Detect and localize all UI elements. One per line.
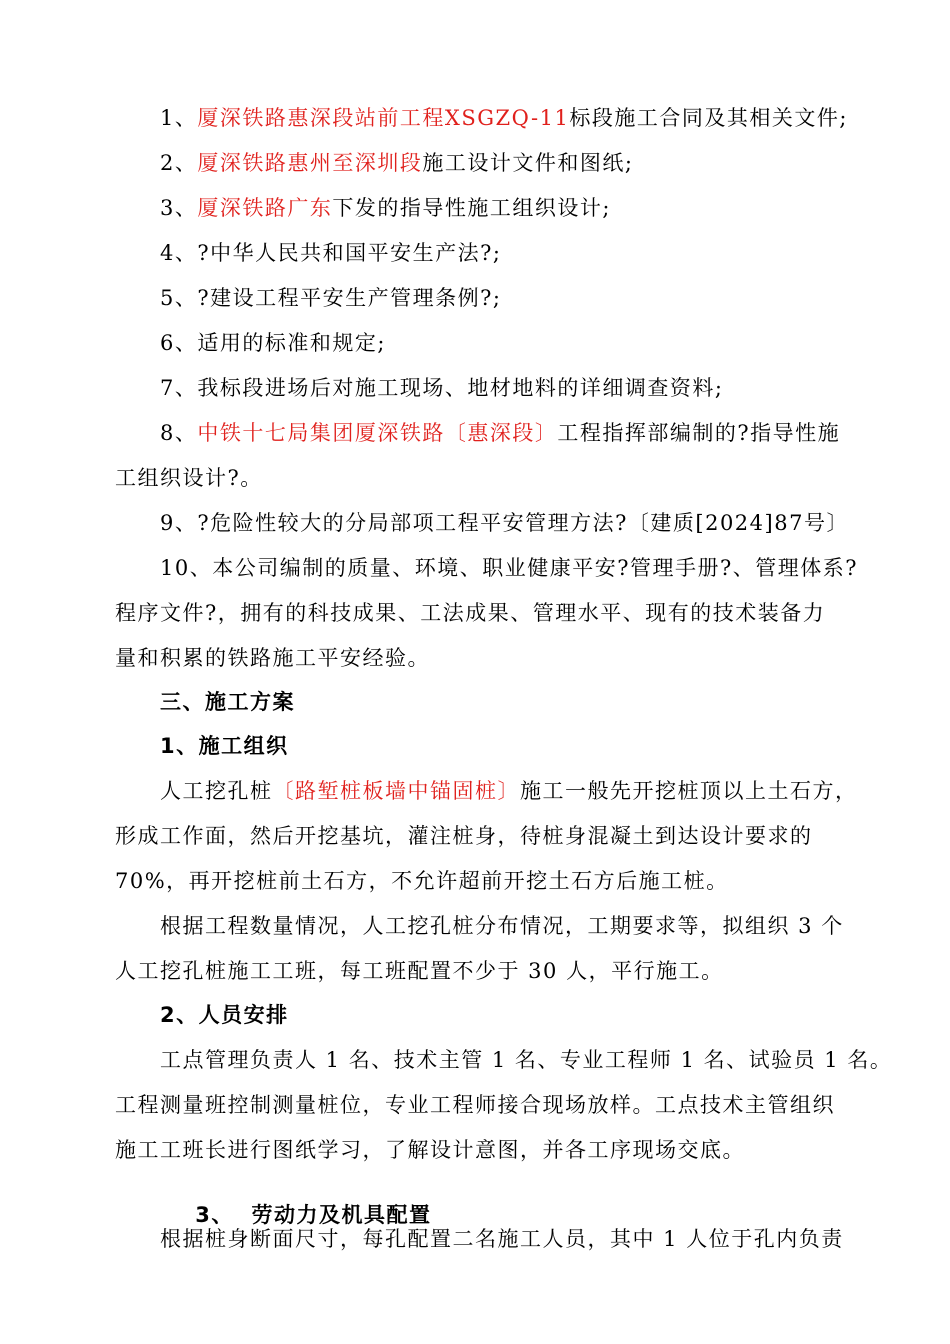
item-text: 施工设计文件和图纸;: [422, 151, 634, 175]
basis-item-10: [0, 558, 950, 579]
paragraph-text: 人工挖孔桩: [160, 779, 273, 803]
item-text: ?建设工程平安生产管理条例?;: [197, 286, 502, 310]
paragraph-line: [0, 916, 950, 937]
paragraph-line: [0, 1229, 950, 1250]
basis-item-4: [0, 243, 950, 264]
item-number: 4、: [160, 241, 198, 265]
paragraph-line: [0, 781, 950, 802]
basis-item-6: [0, 333, 950, 354]
paragraph-text: 70%，再开挖桩前土石方，不允许超前开挖土石方后施工桩。: [115, 869, 729, 893]
section-heading: [0, 692, 950, 713]
item-text: 适用的标准和规定;: [197, 331, 386, 355]
item-text: ?危险性较大的分局部项工程平安管理方法?〔建质[2024]87号〕: [197, 511, 849, 535]
item-number: 3、: [160, 196, 198, 220]
item-text: 程序文件?，拥有的科技成果、工法成果、管理水平、现有的技术装备力: [115, 601, 826, 625]
basis-item-5: [0, 288, 950, 309]
paragraph-line: [0, 1050, 950, 1071]
item-text: 我标段进场后对施工现场、地材地料的详细调查资料;: [197, 376, 724, 400]
basis-item-7: [0, 378, 950, 399]
paragraph-line: [0, 871, 950, 892]
paragraph-line: [0, 1140, 950, 1161]
subsection-title: 1、施工组织: [160, 734, 289, 758]
paragraph-line: [0, 826, 950, 847]
paragraph-text: 根据桩身断面尺寸，每孔配置二名施工人员，其中 1 人位于孔内负责: [160, 1227, 844, 1251]
paragraph-text: 施工一般先开挖桩顶以上土石方，: [520, 779, 858, 803]
basis-item-2: [0, 153, 950, 174]
item-text: ?中华人民共和国平安生产法?;: [197, 241, 502, 265]
item-text: 工组织设计?。: [115, 466, 263, 490]
paragraph-line: [0, 1095, 950, 1116]
section-title: 三、施工方案: [160, 690, 295, 714]
basis-item-10-continuation: [0, 603, 950, 624]
basis-item-3: [0, 198, 950, 219]
item-number: 6、: [160, 331, 198, 355]
highlight-text: 厦深铁路惠深段站前工程XSGZQ-11: [197, 106, 570, 130]
item-number: 2、: [160, 151, 198, 175]
item-number: 9、: [160, 511, 198, 535]
paragraph-text: 根据工程数量情况，人工挖孔桩分布情况，工期要求等，拟组织 3 个: [160, 914, 844, 938]
highlight-text: 〔路堑桩板墙中锚固桩〕: [272, 779, 520, 803]
basis-item-8: [0, 423, 950, 444]
item-number: 7、: [160, 376, 198, 400]
paragraph-text: 工程测量班控制测量桩位，专业工程师接合现场放样。工点技术主管组织: [115, 1093, 835, 1117]
item-number: 8、: [160, 421, 198, 445]
basis-item-10-continuation-2: [0, 648, 950, 669]
paragraph-text: 施工工班长进行图纸学习，了解设计意图，并各工序现场交底。: [115, 1138, 745, 1162]
highlight-text: 厦深铁路惠州至深圳段: [197, 151, 423, 175]
subsection-title: 2、人员安排: [160, 1003, 289, 1027]
highlight-text: 厦深铁路广东: [197, 196, 333, 220]
item-number: 5、: [160, 286, 198, 310]
item-text: 下发的指导性施工组织设计;: [332, 196, 611, 220]
subsection-title: 3、 劳动力及机具配置: [195, 1203, 432, 1227]
subsection-heading-2: [0, 1005, 950, 1026]
paragraph-line: [0, 961, 950, 982]
basis-item-1: [0, 108, 950, 129]
item-text: 量和积累的铁路施工平安经验。: [115, 646, 430, 670]
paragraph-text: 形成工作面，然后开挖基坑，灌注桩身，待桩身混凝土到达设计要求的: [115, 824, 813, 848]
item-text: 工程指挥部编制的?指导性施: [557, 421, 841, 445]
item-number: 1、: [160, 106, 198, 130]
basis-item-8-continuation: [0, 468, 950, 489]
paragraph-text: 工点管理负责人 1 名、技术主管 1 名、专业工程师 1 名、试验员 1 名。: [160, 1048, 893, 1072]
item-text: 标段施工合同及其相关文件;: [569, 106, 848, 130]
paragraph-text: 人工挖孔桩施工工班，每工班配置不少于 30 人，平行施工。: [115, 959, 724, 983]
highlight-text: 中铁十七局集团厦深铁路〔惠深段〕: [197, 421, 558, 445]
subsection-heading-1: [0, 736, 950, 757]
basis-item-9: [0, 513, 950, 534]
item-text: 本公司编制的质量、环境、职业健康平安?管理手册?、管理体系?: [212, 556, 859, 580]
item-number: 10、: [160, 556, 213, 580]
